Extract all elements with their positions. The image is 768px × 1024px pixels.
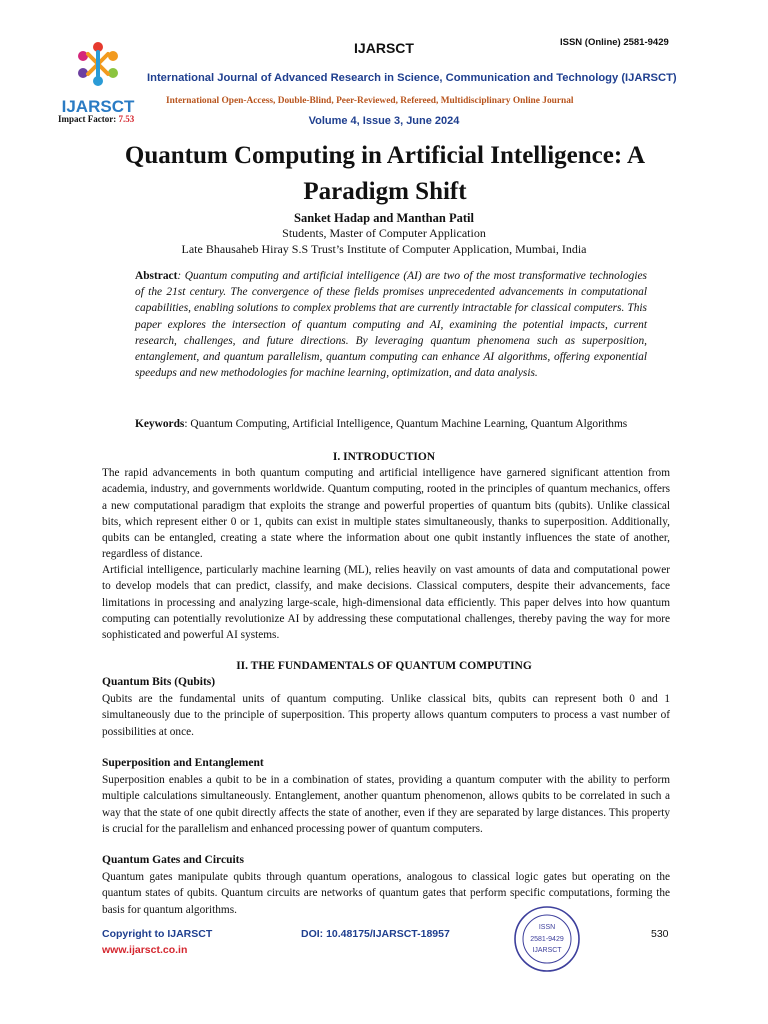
superposition-paragraph: Superposition enables a qubit to be in a combination of states, providing a quantum computer with the ability to perform multiple calculations simultaneously. Entanglement, another quantum phenomenon, allows qubits to be correlated in such a way that the state of one qubit directly affects the state of another, even if they are separated by large distances. This property is crucial for the parallelism and enhanced processing power of quantum computers. bbox=[102, 774, 670, 835]
stamp-line-issn: ISSN bbox=[538, 924, 556, 931]
subheading-superposition: Superposition and Entanglement bbox=[102, 757, 264, 769]
journal-short-name: IJARSCT bbox=[354, 40, 414, 56]
qubits-paragraph: Qubits are the fundamental units of quantum computing. Unlike classical bits, qubits can represent both 0 and 1 simultaneously due to the principle of superposition. This property allows quantum computers to process a vast number of possibilities at once. bbox=[102, 693, 670, 738]
intro-paragraph-1: The rapid advancements in both quantum computing and artificial intelligence have garnered significant attention from academia, industry, and governments worldwide. Quantum computing, rooted in the principles of quantum mechanics, offers a new computational paradigm that exploits the strange and powerful properties of quantum bits (qubits). Unlike classical bits, which represent either 0 or 1, qubits can exist in multiple states simultaneously, thanks to superposition. Additionally, qubits can be entangled, creating a state where the information about one qubit instantly influences the state of another, regardless of distance. bbox=[102, 467, 670, 561]
section-heading-introduction: I. INTRODUCTION bbox=[332, 451, 436, 463]
abstract-text: : Quantum computing and artificial intelligence (AI) are two of the most transformative technologies of the 21st century. The convergence of these fields promises unprecedented advancements in computational capabilities, enabling solutions to complex problems that are currently intractable for classical computers. This paper explores the intersection of quantum computing and AI, examining the potential impacts, current research, challenges, and future directions. By leveraging quantum phenomena such as superposition, entanglement, and quantum parallelism, quantum computing can enhance AI algorithms, offering exponential speedups and new methodologies for machine learning, optimization, and data analysis. bbox=[135, 270, 647, 380]
issn-stamp bbox=[513, 905, 581, 973]
stamp-line-journal: IJARSCT bbox=[532, 947, 562, 954]
issn-online: ISSN (Online) 2581-9429 bbox=[560, 37, 669, 48]
paper-title: Quantum Computing in Artificial Intelligence: A Paradigm Shift bbox=[124, 142, 646, 205]
abstract-label: Abstract bbox=[135, 270, 178, 282]
footer-website-link[interactable]: www.ijarsct.co.in bbox=[102, 944, 188, 956]
stamp-seal-icon bbox=[513, 905, 581, 973]
keywords-label: Keywords bbox=[135, 418, 185, 430]
affiliation-institute: Late Bhausaheb Hiray S.S Trust’s Institute of Computer Application, Mumbai, India bbox=[181, 242, 587, 256]
abstract bbox=[135, 268, 647, 381]
section-heading-fundamentals: II. THE FUNDAMENTALS OF QUANTUM COMPUTING bbox=[236, 660, 532, 672]
volume-issue: Volume 4, Issue 3, June 2024 bbox=[308, 115, 460, 127]
paper-authors: Sanket Hadap and Manthan Patil bbox=[294, 211, 474, 225]
journal-description: International Open-Access, Double-Blind, Peer-Reviewed, Refereed, Multidisciplinary Online Journal bbox=[166, 96, 574, 106]
logo-text: IJARSCT bbox=[61, 97, 135, 116]
quantum-gates-paragraph: Quantum gates manipulate qubits through quantum operations, analogous to classical logic gates but operating on the quantum states of qubits. Quantum circuits are networks of quantum gates that perform specific computations, forming the basis for quantum algorithms. bbox=[102, 871, 670, 916]
subheading-qubits: Quantum Bits (Qubits) bbox=[102, 676, 216, 688]
subheading-quantum-gates: Quantum Gates and Circuits bbox=[102, 854, 244, 866]
stamp-line-number: 2581-9429 bbox=[530, 936, 564, 943]
keywords-text: : Quantum Computing, Artificial Intelligence, Quantum Machine Learning, Quantum Algorithms bbox=[184, 418, 628, 430]
affiliation-role: Students, Master of Computer Application bbox=[282, 226, 486, 240]
journal-full-name: International Journal of Advanced Research in Science, Communication and Technology (IJARSCT) bbox=[147, 72, 677, 84]
impact-label: Impact Factor: bbox=[58, 114, 119, 124]
footer-copyright: Copyright to IJARSCT bbox=[102, 928, 213, 940]
footer-doi: DOI: 10.48175/IJARSCT-18957 bbox=[301, 928, 450, 940]
intro-paragraph-2: Artificial intelligence, particularly machine learning (ML), relies heavily on vast amounts of data and computational power to develop models that can predict, classify, and make decisions. Classical computers, despite their advancements, face limitations in processing and analyzing large-scale, high-dimensional data efficiently. This paper delves into how quantum computing can potentially revolutionize AI by addressing these computational challenges, thereby paving the way for more sophisticated and powerful AI systems. bbox=[102, 564, 670, 642]
impact-value: 7.53 bbox=[118, 114, 135, 124]
page-number: 530 bbox=[651, 928, 669, 940]
keywords bbox=[135, 418, 655, 430]
